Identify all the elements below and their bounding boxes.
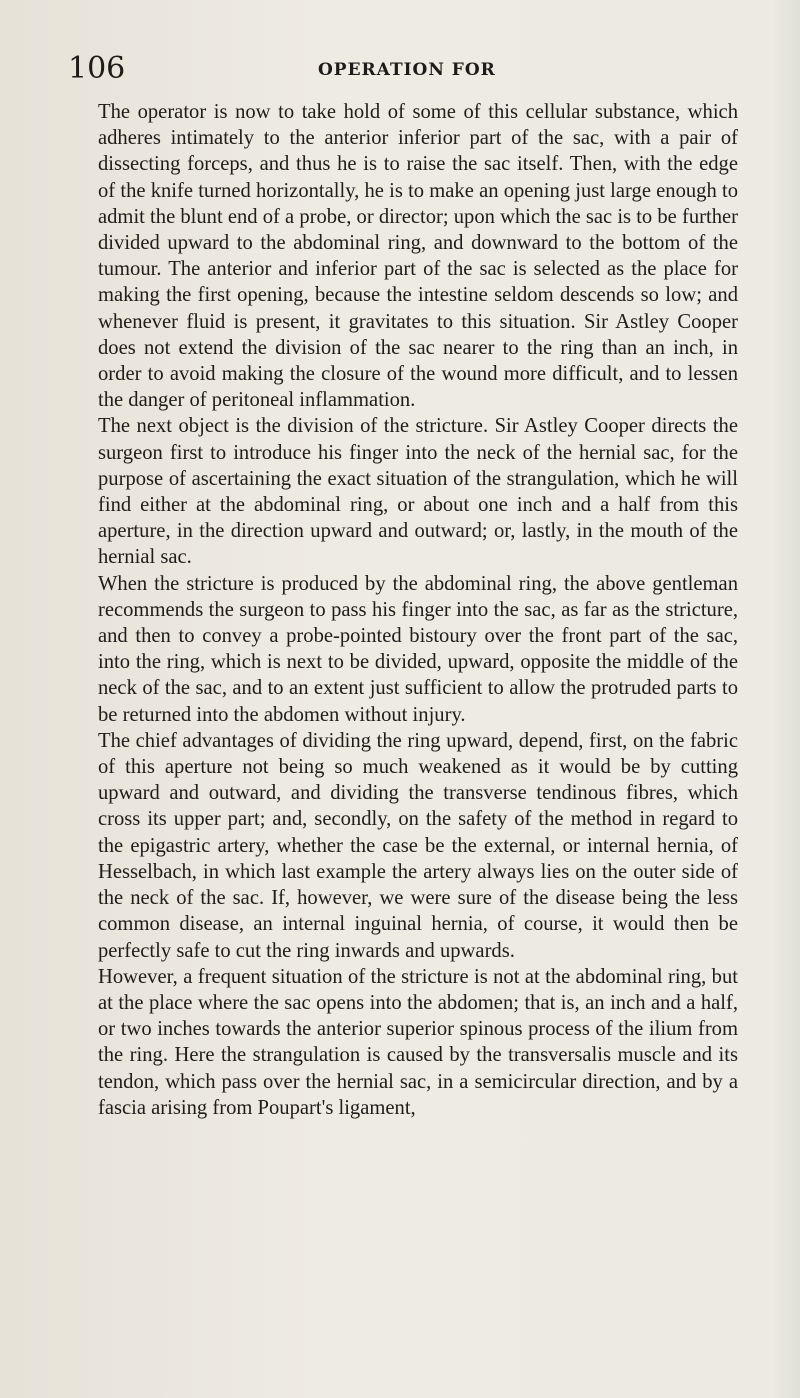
paragraph-5: However, a frequent situation of the stricture is not at the abdominal ring, but at the place where the sac opens into the abdomen; that is, an inch and a half, or two inches towards the anterior superior spinous process of the ilium from the ring. Here the strangulation is caused by the transversalis muscle and its tendon, which pass over the hernial sac, in a semicircular direction, and by a fascia arising from Poupart's ligament, — [98, 965, 738, 1119]
paragraph-4: The chief advantages of dividing the ring upward, depend, first, on the fabric of this aperture not being so much weakened as it would be by cutting upward and outward, and dividing the transverse tendinous fibres, which cross its upper part; and, secondly, on the safety of the method in regard to the epigastric artery, whether the case be the external, or internal hernia, of Hesselbach, in which last example the artery always lies on the outer side of the neck of the sac. If, however, we were sure of the disease being the less common disease, an internal inguinal hernia, of course, it would then be perfectly safe to cut the ring inwards and upwards. — [98, 729, 738, 962]
page-edge — [772, 0, 800, 1398]
paragraph-2: The next object is the division of the stricture. Sir Astley Cooper directs the surgeon first to introduce his finger into the neck of the hernial sac, for the purpose of ascertaining the exact situation of the strangulation, which he will find either at the abdominal ring, or about one inch and a half from this aperture, in the direction upward and outward; or, lastly, in the mouth of the hernial sac. — [98, 415, 738, 569]
paragraph-3: When the stricture is produced by the abdominal ring, the above gentleman recommends the surgeon to pass his finger into the sac, as far as the stricture, and then to convey a probe-pointed bistoury over the front part of the sac, into the ring, which is next to be divided, upward, opposite the middle of the neck of the sac, and to an extent just sufficient to allow the protruded parts to be returned into the abdomen without injury. — [98, 572, 738, 726]
body-text — [98, 99, 738, 1121]
page-number: 106 — [68, 51, 126, 86]
running-head: OPERATION FOR — [318, 60, 496, 80]
paragraph-1: The operator is now to take hold of some of this cellular substance, which adheres intimately to the anterior inferior part of the sac, with a pair of dissecting forceps, and thus he is to raise the sac itself. Then, with the edge of the knife turned horizontally, he is to make an opening just large enough to admit the blunt end of a probe, or director; upon which the sac is to be further divided upward to the abdominal ring, and downward to the bottom of the tumour. The anterior and inferior part of the sac is selected as the place for making the first opening, because the intestine seldom descends so low; and whenever fluid is present, it gravitates to this situation. Sir Astley Cooper does not extend the division of the sac nearer to the ring than an inch, in order to avoid making the closure of the wound more difficult, and to lessen the danger of peritoneal inflammation. — [98, 101, 738, 412]
page-header — [68, 52, 748, 92]
